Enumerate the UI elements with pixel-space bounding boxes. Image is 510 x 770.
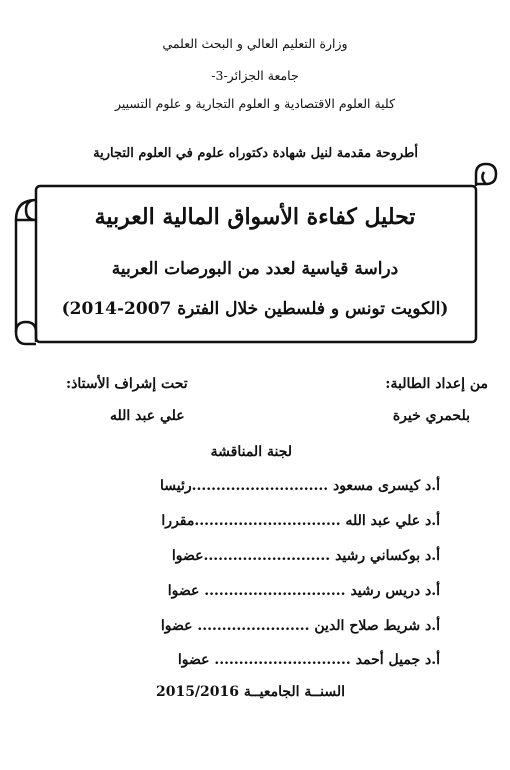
member-role: رئيسا — [159, 478, 192, 494]
committee-member — [172, 548, 440, 564]
member-dots: .............................. — [194, 513, 341, 529]
member-dots: ............................. — [204, 583, 346, 599]
member-name: أ.د جميل أحمد — [355, 652, 440, 668]
academic-year: السنــة الجامعيــة 2015/2016 — [155, 684, 345, 700]
member-dots: ............................ — [191, 478, 329, 494]
committee-title: لجنة المناقشة — [210, 444, 292, 460]
committee-member — [161, 618, 440, 634]
faculty-name: كلية العلوم الاقتصادية و العلوم التجارية و علوم التسيير — [114, 96, 396, 111]
member-name: أ.د بوكساني رشيد — [335, 548, 440, 564]
member-role: مقررا — [161, 513, 195, 529]
thesis-note: أطروحة مقدمة لنيل شهادة دكتوراه علوم في العلوم التجارية — [93, 146, 418, 161]
thesis-subtitle-2: (الكويت تونس و فلسطين خلال الفترة 2007-2014) — [61, 299, 449, 319]
thesis-title: تحليل كفاءة الأسواق المالية العربية — [94, 204, 416, 230]
ministry-name: وزارة التعليم العالي و البحث العلمي — [162, 36, 348, 51]
member-name: أ.د علي عبد الله — [345, 513, 440, 529]
member-role: عضوا — [171, 548, 204, 564]
member-dots: .......................... — [203, 548, 331, 564]
member-name: أ.د دريس رشيد — [350, 583, 440, 599]
member-dots: ....................... — [197, 618, 310, 634]
supervisor-label: تحت إشراف الأستاذ: — [66, 376, 188, 392]
committee-member — [161, 513, 440, 529]
member-dots: ............................ — [214, 652, 351, 668]
committee-member — [168, 583, 440, 599]
member-role: عضوا — [167, 583, 200, 599]
title-scroll-banner — [10, 160, 500, 350]
student-name: بلحمري خيرة — [392, 408, 470, 424]
committee-member — [160, 478, 440, 494]
member-name: أ.د كيسرى مسعود — [332, 478, 440, 494]
committee-member — [178, 652, 440, 668]
member-role: عضوا — [177, 652, 210, 668]
university-name: جامعة الجزائر-3- — [211, 68, 299, 83]
member-role: عضوا — [160, 618, 193, 634]
thesis-subtitle-1: دراسة قياسية لعدد من البورصات العربية — [111, 259, 399, 279]
member-name: أ.د شريط صلاح الدين — [314, 618, 440, 634]
scroll-frame-graphic — [10, 160, 500, 350]
prepared-by-label: من إعداد الطالبة: — [385, 376, 488, 392]
supervisor-name: علي عبد الله — [110, 408, 185, 424]
